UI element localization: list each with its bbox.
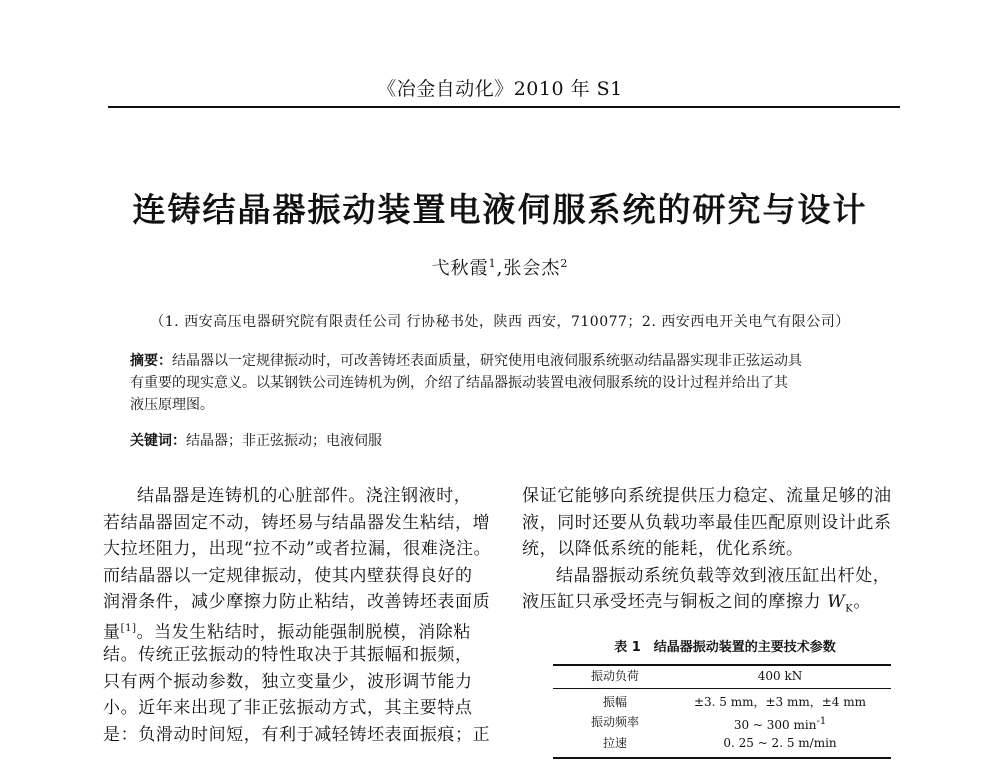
table-value: ±3. 5 mm，±3 mm，±4 mm [693,695,867,709]
table-value: 30 ~ 300 $\min^{-1}$ [733,716,827,732]
body-line: 润滑条件，减少摩擦力防止粘结，改善铸坯表面质 [103,592,491,612]
body-line: 若结晶器固定不动，铸坯易与结晶器发生粘结，增 [103,512,491,533]
body-line: 结晶器是连铸机的心脏部件。浇注钢液时， [137,486,472,506]
keywords-label: 关键词： [130,433,186,449]
body-column-left [103,483,503,748]
author-name: 张会杰 [503,258,561,279]
abstract-line: 有重要的现实意义。以某钢铁公司连铸机为例，介绍了结晶器振动装置电液伺服系统的设计过程并给出了其 [130,375,788,391]
abstract-line: 摘要：结晶器以一定规律振动时，可改善铸坯表面质量，研究使用电液伺服系统驱动结晶器实现非正弦运动具 [130,353,802,369]
body-line: 小。近年来出现了非正弦振动方式，其主要特点 [103,698,473,718]
header-rule [108,106,900,108]
body-line: 量[1]。当发生粘结时，振动能强制脱模，消除粘 [103,622,471,643]
author-separator: , [496,258,504,279]
keywords-text: 结晶器；非正弦振动；电液伺服 [186,433,382,449]
body-line: 液压缸只承受坯壳与铜板之间的摩擦力 $W_K$。 [522,592,871,615]
body-column-right [522,483,912,616]
body-line: 是：负滑动时间短，有利于减轻铸坯表面振痕；正 [103,724,491,745]
abstract-line: 液压原理图。 [130,397,214,413]
table-header-rule [553,688,891,689]
table-param: 振动负荷 [590,669,639,683]
table-param: 拉速 [602,736,627,750]
table-value: 400 kN [757,669,803,683]
journal-header: 《冶金自动化》2010 年 S1 [377,78,623,100]
body-line: 而结晶器以一定规律振动，使其内壁获得良好的 [103,565,473,586]
table-param: 振幅 [602,695,627,709]
author-list [0,254,1000,280]
abstract [130,350,890,416]
author-affiliation-mark: 2 [560,257,569,270]
table-caption: 表 1 结晶器振动装置的主要技术参数 [614,640,836,655]
table-bottom-rule [553,757,891,759]
affiliations: （1. 西安高压电器研究院有限责任公司 行协秘书处，陕西 西安，710077；2. 西安西电开关电气有限公司） [150,314,850,330]
body-line: 液，同时还要从负载功率最佳匹配原则设计此系 [522,512,892,533]
force-symbol: $W_K$ [827,592,854,615]
body-line: 只有两个振动参数，独立变量少，波形调节能力 [103,671,473,692]
table-param: 振动频率 [590,715,639,729]
body-line: 统，以降低系统的能耗，优化系统。 [522,539,804,559]
body-line: 结。传统正弦振动的特性取决于其振幅和振频， [103,645,473,665]
author-name: 弋秋霞 [431,258,489,279]
abstract-label: 摘要： [130,353,172,369]
paper-title: 连铸结晶器振动装置电液伺服系统的研究与设计 [132,190,868,229]
table-value: 0. 25 ~ 2. 5 m/min [723,736,837,750]
body-line: 结晶器振动系统负载等效到液压缸出杆处， [556,565,891,586]
body-line: 大拉坯阻力，出现“拉不动”或者拉漏，很难浇注。 [103,539,492,559]
author-affiliation-mark: 1 [488,257,497,270]
table-top-rule [553,664,891,666]
citation-ref: [1] [120,622,137,634]
keywords [130,430,890,452]
body-line: 保证它能够向系统提供压力稳定、流量足够的油 [522,486,892,506]
